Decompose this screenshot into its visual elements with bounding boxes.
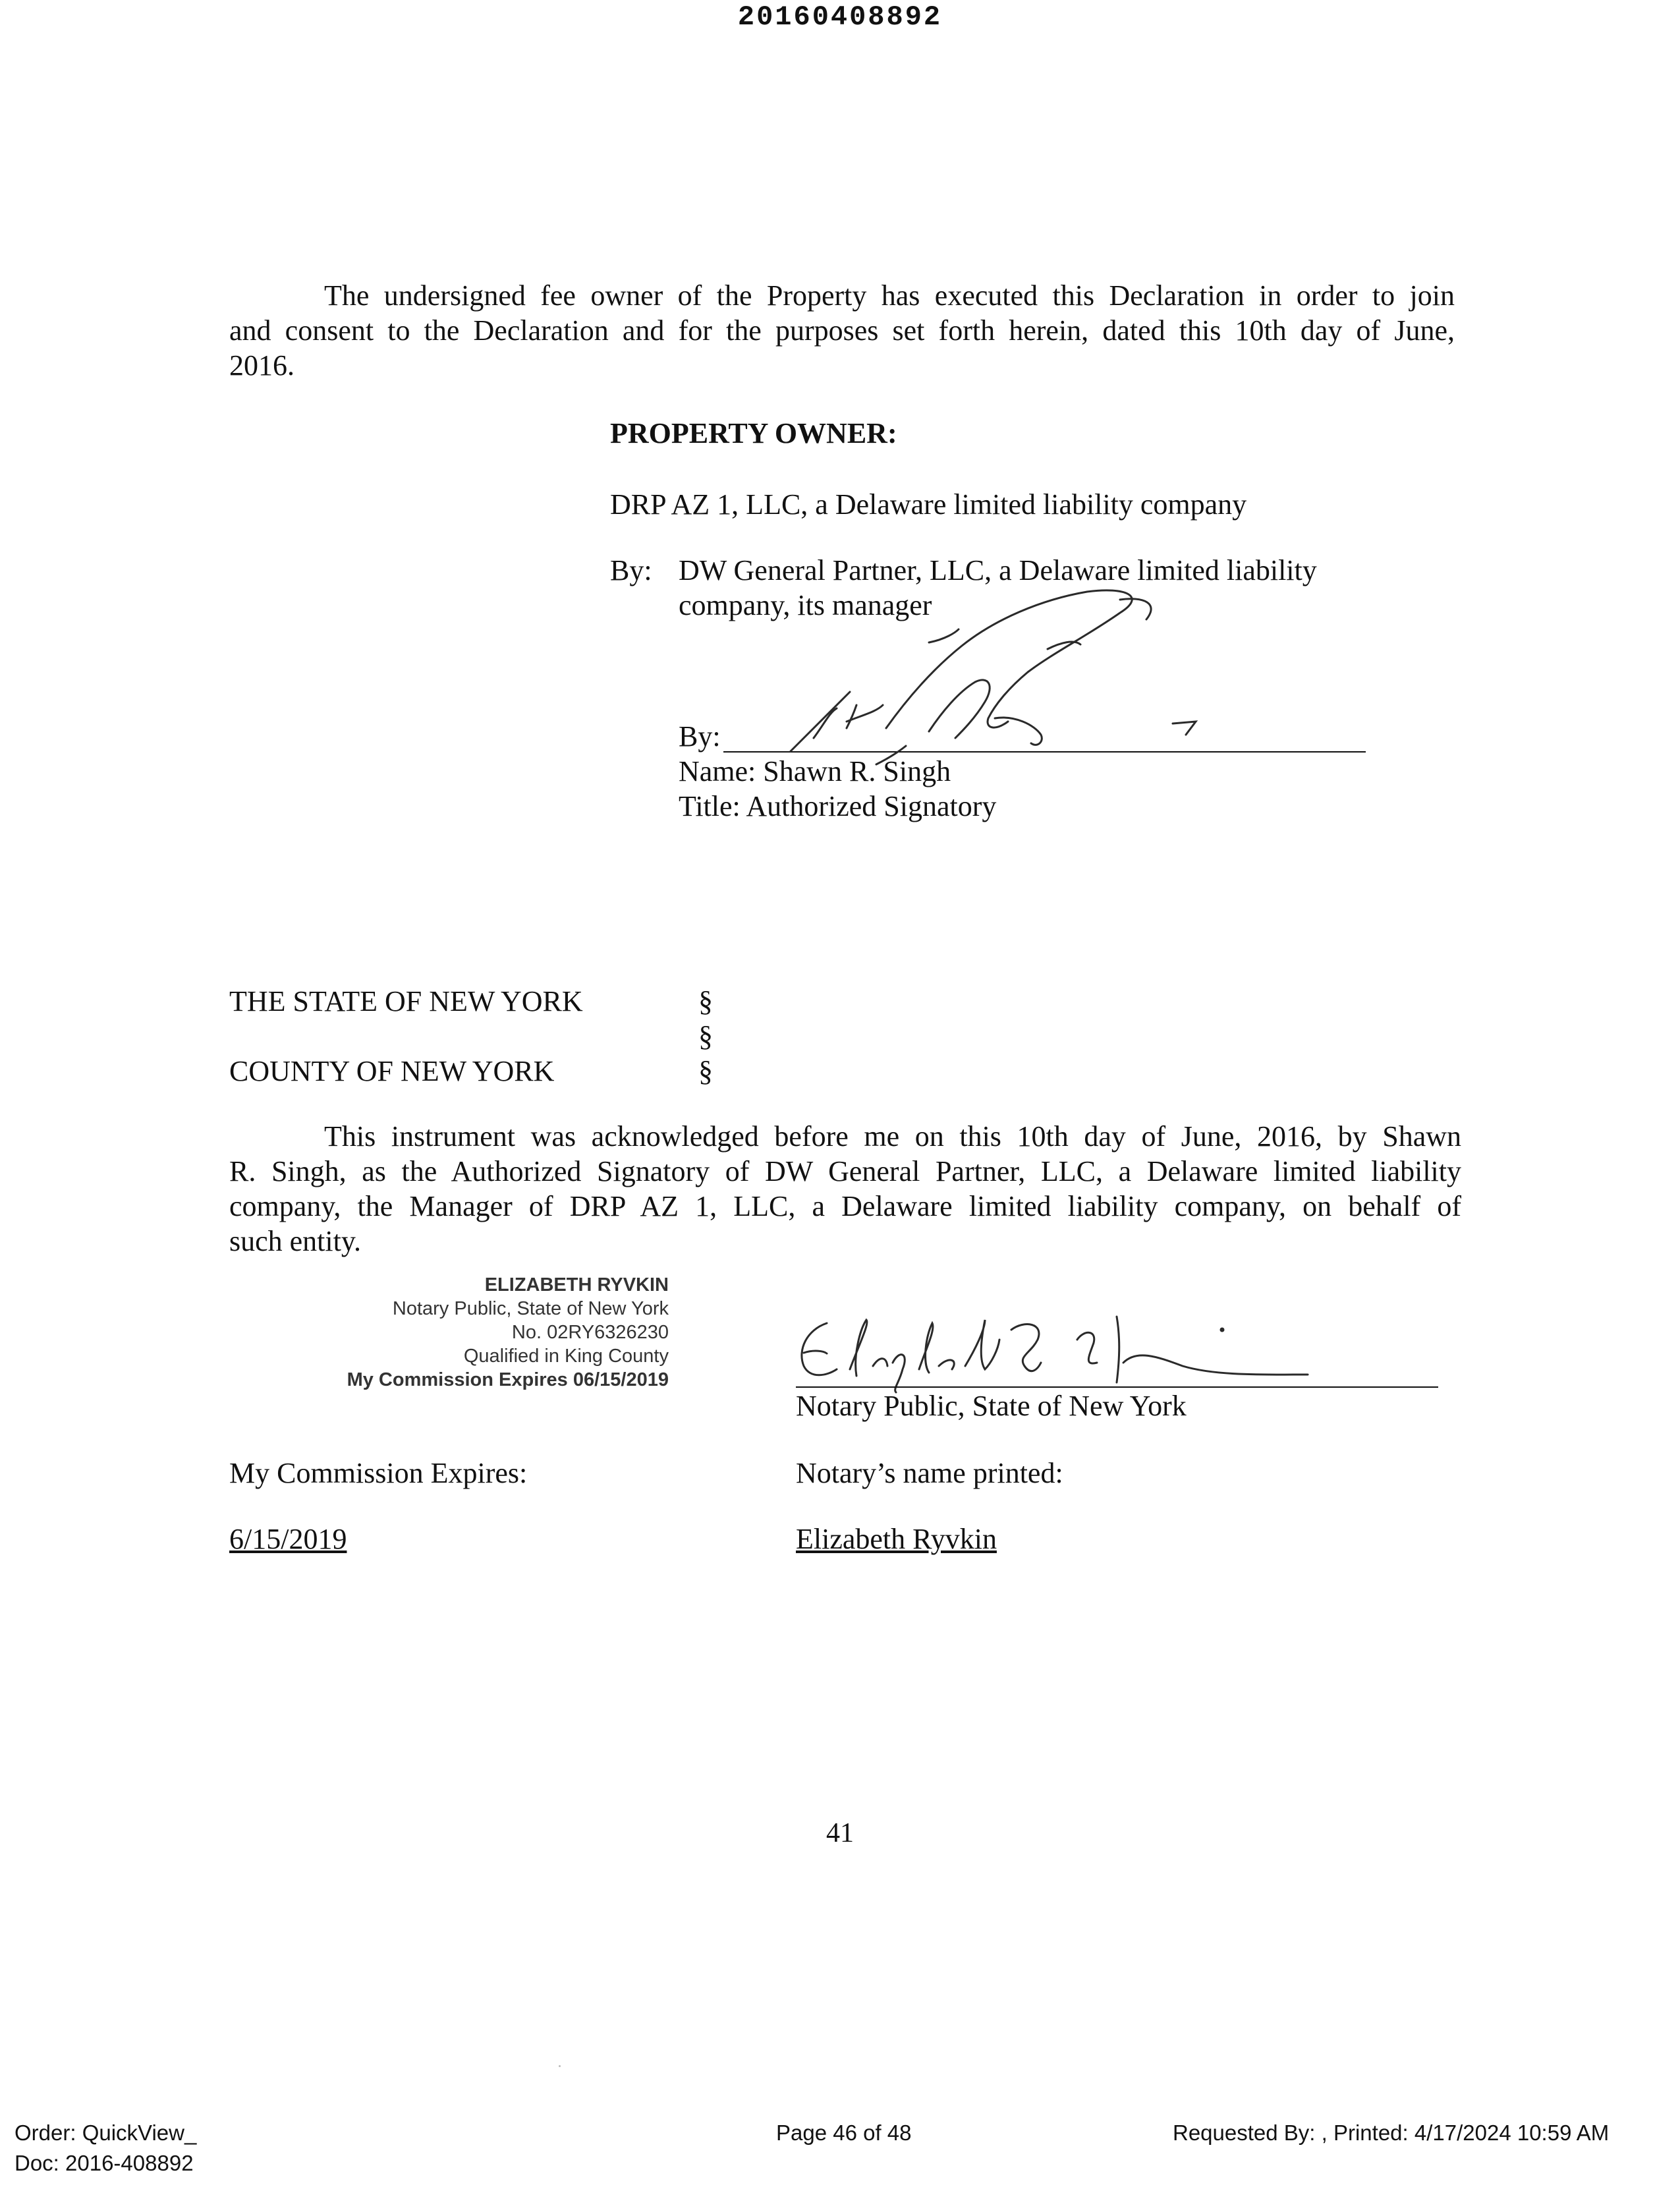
notary-printed-name: Elizabeth Ryvkin xyxy=(796,1523,997,1555)
page-number: 41 xyxy=(826,1818,854,1848)
signature-by-label: By: xyxy=(679,720,721,753)
notary-signature xyxy=(787,1303,1314,1396)
stamp-name: ELIZABETH RYVKIN xyxy=(484,1274,669,1295)
ack-line: such entity. xyxy=(229,1225,361,1257)
footer-page: Page 46 of 48 xyxy=(776,2120,912,2145)
document-number: 20160408892 xyxy=(737,1,943,33)
section-mark: § xyxy=(698,985,713,1017)
stamp-county: Qualified in King County xyxy=(463,1346,669,1367)
commission-expires-label: My Commission Expires: xyxy=(229,1457,528,1489)
signatory-title: Title: Authorized Signatory xyxy=(679,790,997,822)
acknowledgment-paragraph xyxy=(229,1119,1461,1259)
intro-line: 2016. xyxy=(229,349,294,382)
section-mark: § xyxy=(698,1055,713,1087)
ack-line: This instrument was acknowledged before me on this 10th day of June, 2016, by Shawn xyxy=(324,1120,1461,1152)
stamp-expiry: My Commission Expires 06/15/2019 xyxy=(347,1369,669,1390)
notary-name-label: Notary’s name printed: xyxy=(796,1457,1063,1489)
footer-order: Order: QuickView_ xyxy=(14,2120,197,2145)
signatory-name: Name: Shawn R. Singh xyxy=(679,755,951,787)
intro-paragraph xyxy=(229,278,1455,383)
stamp-number: No. 02RY6326230 xyxy=(511,1322,669,1343)
by-label: By: xyxy=(610,554,652,586)
section-mark: § xyxy=(698,1020,713,1052)
notary-stamp xyxy=(300,1273,669,1392)
by-entity-line: DW General Partner, LLC, a Delaware limited liability xyxy=(679,554,1317,586)
notary-public-label: Notary Public, State of New York xyxy=(796,1390,1187,1422)
footer-requested: Requested By: , Printed: 4/17/2024 10:59 AM xyxy=(1173,2120,1610,2145)
county-line: COUNTY OF NEW YORK xyxy=(229,1055,555,1087)
property-owner-heading: PROPERTY OWNER: xyxy=(610,417,897,449)
ack-line: R. Singh, as the Authorized Signatory of DW General Partner, LLC, a Delaware limited liability xyxy=(229,1155,1461,1187)
stamp-title: Notary Public, State of New York xyxy=(392,1298,669,1319)
owner-signature xyxy=(777,573,1239,771)
intro-line: The undersigned fee owner of the Property has executed this Declaration in order to join xyxy=(324,279,1455,312)
ack-line: company, the Manager of DRP AZ 1, LLC, a Delaware limited liability company, on behalf of xyxy=(229,1190,1461,1222)
notary-signature-line xyxy=(796,1386,1438,1388)
footer-doc: Doc: 2016-408892 xyxy=(14,2151,194,2175)
scan-speck xyxy=(559,2065,561,2067)
commission-expiry-date: 6/15/2019 xyxy=(229,1523,347,1555)
by-entity-line: company, its manager xyxy=(679,589,932,621)
state-line: THE STATE OF NEW YORK xyxy=(229,985,583,1017)
intro-line: and consent to the Declaration and for the purposes set forth herein, dated this 10th day of June, xyxy=(229,314,1455,347)
owner-entity: DRP AZ 1, LLC, a Delaware limited liability company xyxy=(610,488,1247,521)
